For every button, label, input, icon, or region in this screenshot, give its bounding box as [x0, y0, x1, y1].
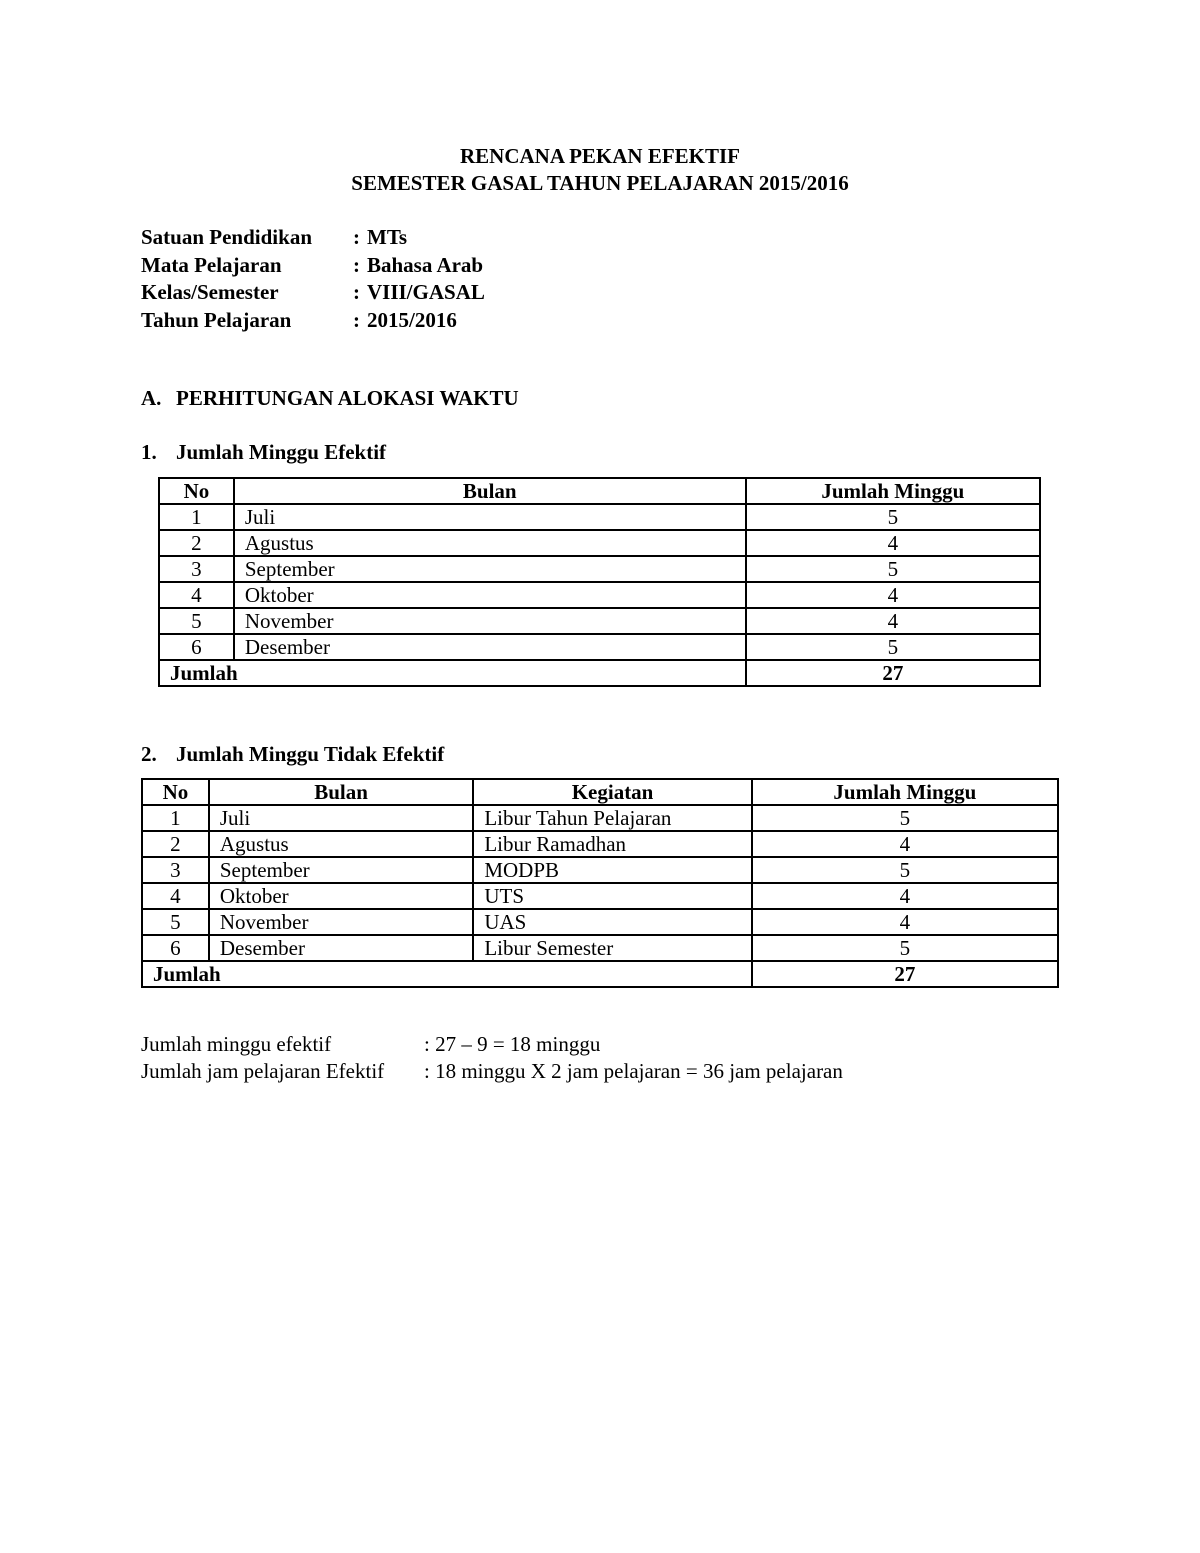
- cell-bulan: Desember: [234, 634, 746, 660]
- header-bulan: Bulan: [209, 779, 473, 805]
- cell-no: 4: [142, 883, 209, 909]
- summary-row-hours: [141, 1058, 843, 1085]
- cell-jumlah: 5: [746, 634, 1040, 660]
- summary-block: [141, 1031, 843, 1085]
- cell-bulan: Juli: [234, 504, 746, 530]
- header-bulan: Bulan: [234, 478, 746, 504]
- cell-bulan: November: [234, 608, 746, 634]
- cell-no: 1: [159, 504, 234, 530]
- table-total-row: [142, 961, 1058, 987]
- effective-weeks-table: [158, 477, 1041, 687]
- cell-no: 5: [159, 608, 234, 634]
- header-no: No: [159, 478, 234, 504]
- summary-label: Jumlah jam pelajaran Efektif: [141, 1059, 385, 1083]
- non-effective-weeks-table: [141, 778, 1059, 988]
- info-label: Satuan Pendidikan: [141, 225, 312, 249]
- cell-jumlah: 5: [746, 504, 1040, 530]
- info-value: MTs: [367, 225, 408, 249]
- info-separator: :: [353, 307, 360, 332]
- section-1-heading: [141, 440, 386, 465]
- summary-value: : 27 – 9 = 18 minggu: [424, 1032, 601, 1056]
- info-label: Mata Pelajaran: [141, 252, 282, 277]
- cell-jumlah: 5: [752, 857, 1058, 883]
- table-row: [159, 608, 1040, 634]
- info-separator: :: [353, 225, 360, 249]
- info-label: Kelas/Semester: [141, 280, 279, 304]
- table-header-row: [159, 478, 1040, 504]
- info-value: 2015/2016: [367, 307, 457, 332]
- table-row: [159, 582, 1040, 608]
- table-row: [142, 935, 1058, 961]
- cell-kegiatan: UTS: [473, 883, 751, 909]
- cell-jumlah: 4: [752, 909, 1058, 935]
- cell-kegiatan: UAS: [473, 909, 751, 935]
- info-row-kelas: [141, 279, 485, 307]
- cell-bulan: Agustus: [209, 831, 473, 857]
- cell-kegiatan: Libur Tahun Pelajaran: [473, 805, 751, 831]
- info-row-mapel: [141, 252, 485, 280]
- section-number: A.: [141, 386, 162, 410]
- summary-row-weeks: [141, 1031, 843, 1058]
- info-separator: :: [353, 280, 360, 304]
- table-row: [159, 530, 1040, 556]
- identity-block: [141, 224, 485, 334]
- total-value: 27: [752, 961, 1058, 987]
- cell-jumlah: 4: [746, 608, 1040, 634]
- table-row: [142, 909, 1058, 935]
- cell-kegiatan: Libur Ramadhan: [473, 831, 751, 857]
- table-row: [159, 556, 1040, 582]
- cell-no: 5: [142, 909, 209, 935]
- cell-no: 2: [159, 530, 234, 556]
- table-header-row: [142, 779, 1058, 805]
- info-row-satuan: [141, 224, 485, 252]
- cell-bulan: Juli: [209, 805, 473, 831]
- cell-jumlah: 4: [746, 530, 1040, 556]
- cell-bulan: Agustus: [234, 530, 746, 556]
- cell-no: 3: [159, 556, 234, 582]
- section-a-heading: [141, 386, 519, 411]
- table-total-row: [159, 660, 1040, 686]
- table-row: [142, 831, 1058, 857]
- cell-no: 6: [142, 935, 209, 961]
- cell-bulan: September: [209, 857, 473, 883]
- total-label: Jumlah: [159, 660, 746, 686]
- table-row: [159, 504, 1040, 530]
- info-value: Bahasa Arab: [367, 252, 484, 277]
- header-jumlah-minggu: Jumlah Minggu: [746, 478, 1040, 504]
- document-subtitle: SEMESTER GASAL TAHUN PELAJARAN 2015/2016: [351, 171, 849, 195]
- cell-kegiatan: Libur Semester: [473, 935, 751, 961]
- cell-bulan: September: [234, 556, 746, 582]
- section-title: Jumlah Minggu Efektif: [176, 440, 387, 464]
- cell-jumlah: 5: [752, 805, 1058, 831]
- summary-value: : 18 minggu X 2 jam pelajaran = 36 jam pelajaran: [424, 1059, 843, 1083]
- cell-bulan: November: [209, 909, 473, 935]
- cell-bulan: Oktober: [234, 582, 746, 608]
- info-separator: :: [353, 252, 360, 277]
- section-number: 2.: [141, 742, 157, 766]
- header-jumlah-minggu: Jumlah Minggu: [752, 779, 1058, 805]
- cell-no: 2: [142, 831, 209, 857]
- cell-jumlah: 5: [752, 935, 1058, 961]
- total-value: 27: [746, 660, 1040, 686]
- section-title: Jumlah Minggu Tidak Efektif: [176, 742, 445, 766]
- cell-bulan: Desember: [209, 935, 473, 961]
- cell-no: 1: [142, 805, 209, 831]
- total-label: Jumlah: [142, 961, 752, 987]
- section-title: PERHITUNGAN ALOKASI WAKTU: [176, 386, 519, 410]
- header-kegiatan: Kegiatan: [473, 779, 751, 805]
- table-row: [142, 805, 1058, 831]
- info-row-tahun: [141, 307, 485, 335]
- table-row: [159, 634, 1040, 660]
- info-label: Tahun Pelajaran: [141, 307, 292, 332]
- summary-label: Jumlah minggu efektif: [141, 1032, 332, 1056]
- table-row: [142, 883, 1058, 909]
- cell-jumlah: 5: [746, 556, 1040, 582]
- cell-bulan: Oktober: [209, 883, 473, 909]
- header-no: No: [142, 779, 209, 805]
- cell-no: 4: [159, 582, 234, 608]
- info-value: VIII/GASAL: [367, 280, 485, 304]
- cell-jumlah: 4: [752, 883, 1058, 909]
- section-2-heading: [141, 742, 444, 767]
- section-number: 1.: [141, 440, 157, 464]
- document-title: RENCANA PEKAN EFEKTIF: [459, 144, 741, 168]
- cell-kegiatan: MODPB: [473, 857, 751, 883]
- cell-no: 6: [159, 634, 234, 660]
- table-row: [142, 857, 1058, 883]
- cell-jumlah: 4: [746, 582, 1040, 608]
- cell-no: 3: [142, 857, 209, 883]
- cell-jumlah: 4: [752, 831, 1058, 857]
